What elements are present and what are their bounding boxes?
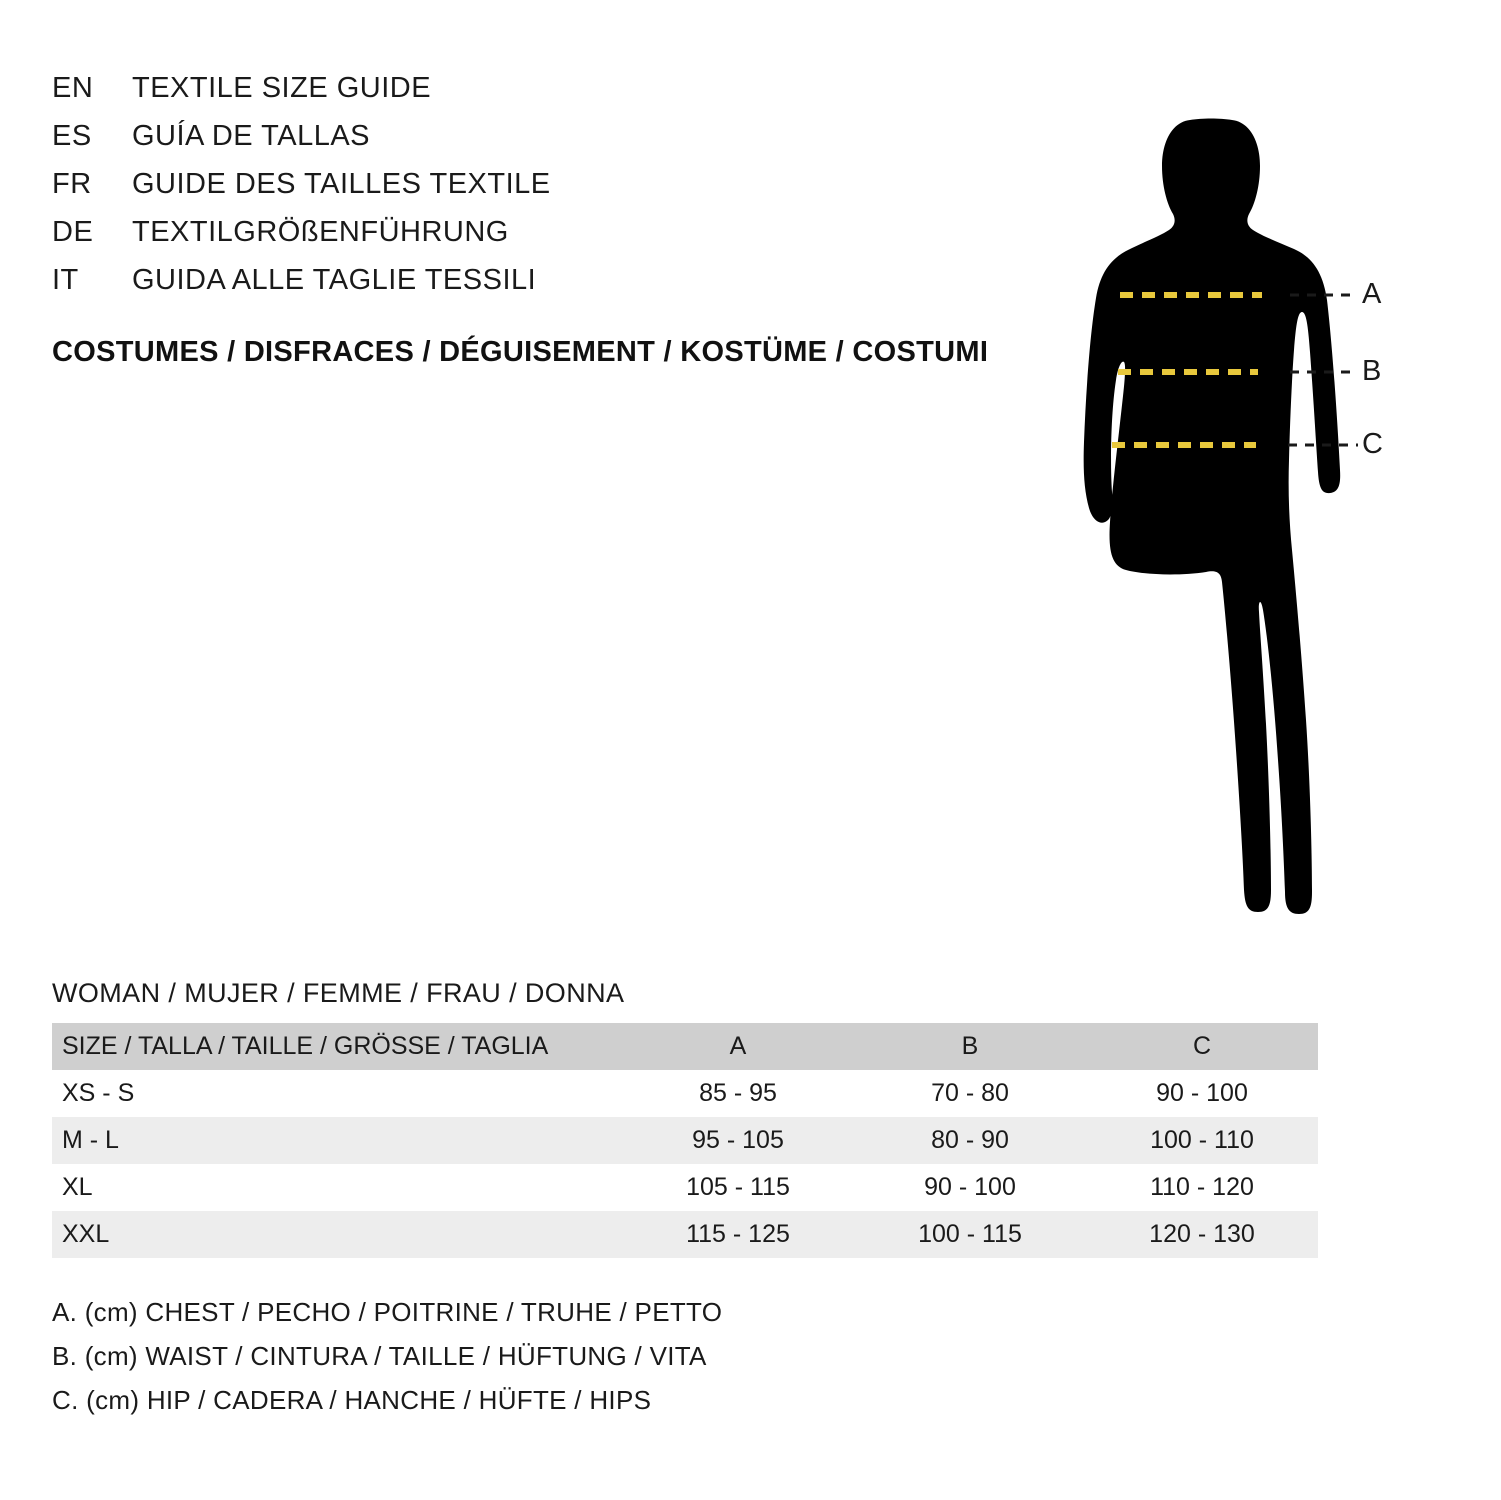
size-table-head: [52, 1023, 1318, 1070]
table-row: [52, 1070, 1318, 1117]
cell-hip: 110 - 120: [1150, 1173, 1254, 1201]
column-header-a: A: [622, 1023, 854, 1070]
column-header-c: C: [1086, 1023, 1318, 1070]
language-title: GUÍA DE TALLAS: [132, 120, 371, 152]
measurement-legend: [52, 1290, 722, 1422]
language-row: [52, 216, 1052, 264]
cell-chest: 85 - 95: [699, 1079, 777, 1107]
cell-chest: 95 - 105: [692, 1126, 784, 1154]
language-row: [52, 264, 1052, 312]
column-header-size: SIZE / TALLA / TAILLE / GRÖSSE / TAGLIA: [52, 1023, 622, 1070]
size-table-body: [52, 1070, 1318, 1258]
size-table: [52, 1023, 1318, 1258]
costumes-subtitle: COSTUMES / DISFRACES / DÉGUISEMENT / KOSTÜME / COSTUMI: [52, 336, 989, 368]
cell-waist: 90 - 100: [924, 1173, 1016, 1201]
cell-chest: 115 - 125: [686, 1220, 790, 1248]
language-title: TEXTILGRÖßENFÜHRUNG: [132, 216, 509, 248]
language-code: FR: [52, 168, 92, 200]
cell-waist: 70 - 80: [931, 1079, 1009, 1107]
table-row: [52, 1117, 1318, 1164]
legend-line-a: A. (cm) CHEST / PECHO / POITRINE / TRUHE / PETTO: [52, 1297, 723, 1327]
cell-size: XL: [62, 1173, 93, 1201]
language-row: [52, 72, 1052, 120]
cell-size: M - L: [62, 1126, 119, 1154]
cell-waist: 80 - 90: [931, 1126, 1009, 1154]
cell-hip: 120 - 130: [1149, 1220, 1255, 1248]
language-code: ES: [52, 120, 92, 152]
cell-chest: 105 - 115: [686, 1173, 790, 1201]
language-title-list: [52, 72, 1052, 312]
column-header-b: B: [854, 1023, 1086, 1070]
table-row: [52, 1164, 1318, 1211]
cell-waist: 100 - 115: [918, 1220, 1022, 1248]
size-table-section: [52, 978, 1452, 1258]
table-row: [52, 1211, 1318, 1258]
silhouette-shape: [1084, 119, 1341, 915]
language-row: [52, 120, 1052, 168]
size-table-title: WOMAN / MUJER / FEMME / FRAU / DONNA: [52, 978, 625, 1008]
language-title: GUIDE DES TAILLES TEXTILE: [132, 168, 551, 200]
legend-line-c: C. (cm) HIP / CADERA / HANCHE / HÜFTE / HIPS: [52, 1385, 652, 1415]
cell-hip: 90 - 100: [1156, 1079, 1248, 1107]
legend-line-b: B. (cm) WAIST / CINTURA / TAILLE / HÜFTUNG / VITA: [52, 1341, 707, 1371]
label-a: A: [1362, 278, 1382, 310]
language-title: TEXTILE SIZE GUIDE: [132, 72, 432, 104]
label-b: B: [1362, 355, 1382, 387]
label-c: C: [1362, 428, 1383, 460]
table-header-row: [52, 1023, 1318, 1070]
female-silhouette-diagram: [1040, 60, 1460, 950]
cell-hip: 100 - 110: [1150, 1126, 1254, 1154]
silhouette-svg: [1040, 60, 1460, 950]
language-code: IT: [52, 264, 79, 296]
language-row: [52, 168, 1052, 216]
cell-size: XS - S: [62, 1079, 135, 1107]
language-code: EN: [52, 72, 94, 104]
language-code: DE: [52, 216, 94, 248]
cell-size: XXL: [62, 1220, 110, 1248]
language-title: GUIDA ALLE TAGLIE TESSILI: [132, 264, 537, 296]
